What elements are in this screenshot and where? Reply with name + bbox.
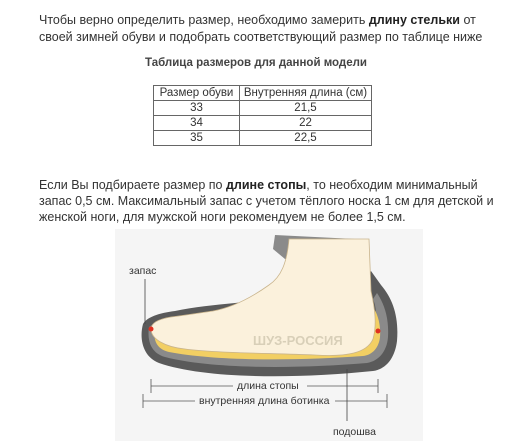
cell-size: 34	[154, 116, 240, 131]
cell-size: 33	[154, 101, 240, 116]
toe-marker	[149, 327, 154, 332]
size-table-title: Таблица размеров для данной модели	[144, 57, 368, 69]
table-row	[154, 116, 372, 131]
header-shoe-size: Размер обуви	[154, 86, 240, 101]
advice-text-end: , то необходим минимальный запас 0,5 см. Максимальный запас с учетом тёплого носка 1 см для детской и женской ноги, для мужской ноги рекомендуем не более 1,5 см.	[39, 178, 494, 224]
label-inner-length: внутренняя длина ботинка	[199, 395, 330, 407]
boot-measurement-diagram	[115, 229, 423, 441]
intro-paragraph	[39, 12, 499, 46]
heel-marker	[376, 329, 381, 334]
cell-length: 22	[240, 116, 372, 131]
header-inner-length: Внутренняя длина (см)	[240, 86, 372, 101]
label-sole: подошва	[333, 426, 376, 438]
table-row	[154, 101, 372, 116]
foot-length-advice	[39, 177, 504, 225]
table-row	[154, 131, 372, 146]
label-reserve: запас	[129, 265, 157, 277]
cell-length: 21,5	[240, 101, 372, 116]
label-foot-length: длина стопы	[237, 380, 299, 392]
intro-text-start: Чтобы верно определить размер, необходимо замерить	[39, 13, 369, 27]
size-table-header-row	[154, 86, 372, 101]
cell-size: 35	[154, 131, 240, 146]
advice-bold-foot-length: длине стопы	[225, 178, 307, 192]
intro-text-end: от своей зимней обуви и подобрать соответствующий размер по таблице ниже	[39, 13, 483, 44]
advice-text-start: Если Вы подбираете размер по	[39, 178, 226, 192]
intro-bold-insole-length: длину стельки	[368, 13, 460, 27]
size-table	[153, 85, 372, 146]
cell-length: 22,5	[240, 131, 372, 146]
watermark-text: ШУЗ-РОССИЯ	[253, 333, 343, 348]
